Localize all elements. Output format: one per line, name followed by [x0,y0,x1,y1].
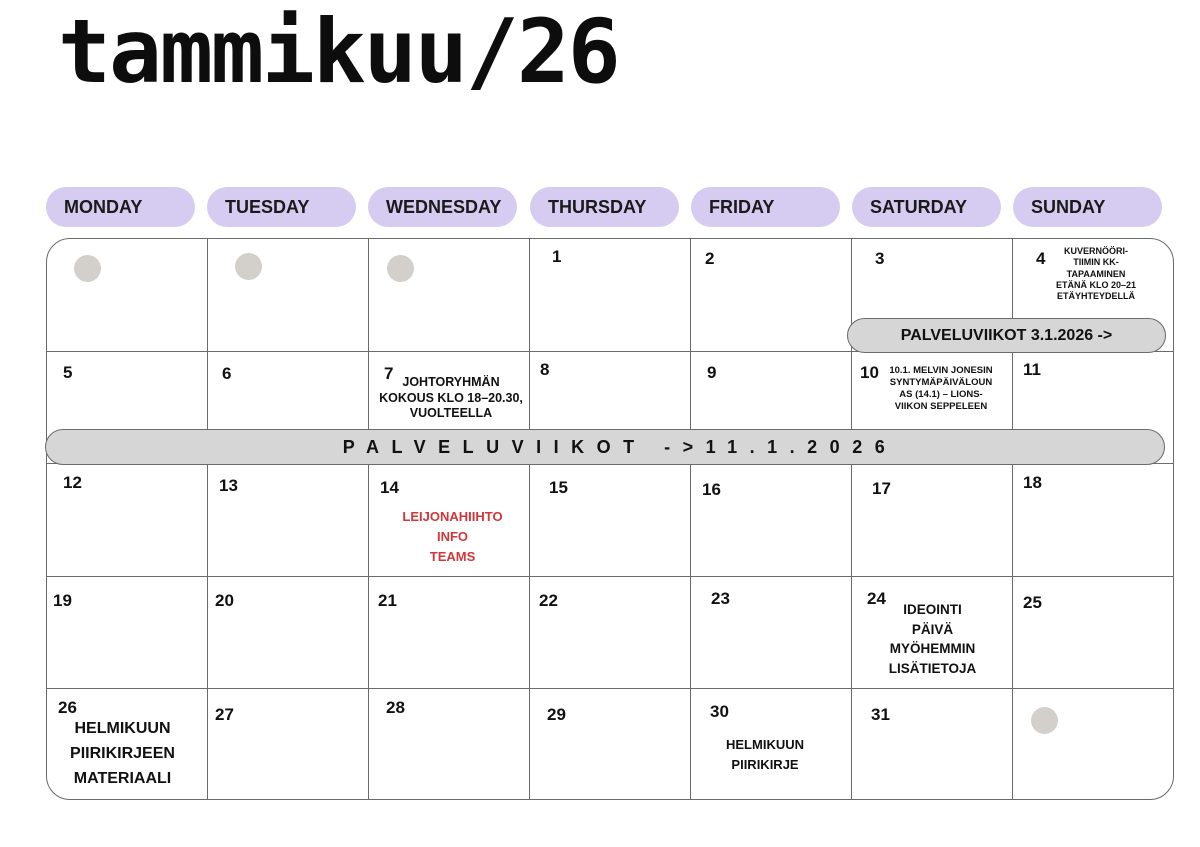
weekday-thursday: THURSDAY [530,187,679,227]
weekday-tuesday: TUESDAY [207,187,356,227]
event-ideation-day: IDEOINTI PÄIVÄ MYÖHEMMIN LISÄTIETOJA [888,602,977,676]
service-weeks-banner: PALVELUVIIKOT 3.1.2026 -> [847,318,1166,353]
grid-line [207,239,208,799]
empty-day-dot [74,255,101,282]
day-number: 2 [705,249,715,268]
day-number: 28 [386,698,405,717]
day-number: 26 [58,698,77,717]
day-number: 1 [552,247,562,266]
day-number: 27 [215,705,234,724]
day-number: 24 [867,589,886,608]
day-number: 14 [380,478,399,497]
event-leijonahiihto: LEIJONAHIIHTO INFO TEAMS [402,509,503,565]
day-number: 9 [707,363,717,382]
day-number: 3 [875,249,885,268]
service-weeks-banner-wide: PALVELUVIIKOT ->11.1.2026 [45,429,1165,465]
grid-line [47,688,1173,689]
event-newsletter: HELMIKUUN PIIRIKIRJE [726,737,804,772]
day-number: 23 [711,589,730,608]
grid-line [368,239,369,799]
day-number: 30 [710,702,729,721]
event-newsletter-material: HELMIKUUN PIIRIKIRJEEN MATERIAALI [70,720,175,787]
weekday-sunday: SUNDAY [1013,187,1162,227]
day-number: 16 [702,480,721,499]
day-number: 31 [871,705,890,724]
day-number: 13 [219,476,238,495]
day-number: 18 [1023,473,1042,492]
grid-line [529,239,530,799]
day-number: 7 [384,364,394,383]
day-number: 20 [215,591,234,610]
page-title: tammikuu/26 [58,0,619,103]
day-number: 17 [872,479,891,498]
day-number: 4 [1036,249,1046,268]
day-number: 22 [539,591,558,610]
day-number: 21 [378,591,397,610]
weekday-friday: FRIDAY [691,187,840,227]
day-number: 10 [860,363,879,382]
weekday-monday: MONDAY [46,187,195,227]
weekday-saturday: SATURDAY [852,187,1001,227]
grid-line [47,576,1173,577]
empty-day-dot [235,253,262,280]
event-melvin-jones: 10.1. MELVIN JONESIN SYNTYMÄPÄIVÄLOUN AS (14.1) – LIONS- VIIKON SEPPELEEN [889,365,993,412]
event-board-meeting: JOHTORYHMÄN KOKOUS KLO 18–20.30, VUOLTEELLA [379,375,523,421]
day-number: 5 [63,363,73,382]
weekday-wednesday: WEDNESDAY [368,187,517,227]
day-number: 29 [547,705,566,724]
empty-day-dot [1031,707,1058,734]
event-governor-meeting: KUVERNÖÖRI- TIIMIN KK- TAPAAMINEN ETÄNÄ KLO 20–21 ETÄYHTEYDELLÄ [1055,246,1137,301]
day-number: 6 [222,364,232,383]
empty-day-dot [387,255,414,282]
day-number: 11 [1023,360,1041,379]
day-number: 25 [1023,593,1042,612]
day-number: 15 [549,478,568,497]
grid-line [690,239,691,799]
day-number: 12 [63,473,82,492]
day-number: 19 [53,591,72,610]
day-number: 8 [540,360,550,379]
